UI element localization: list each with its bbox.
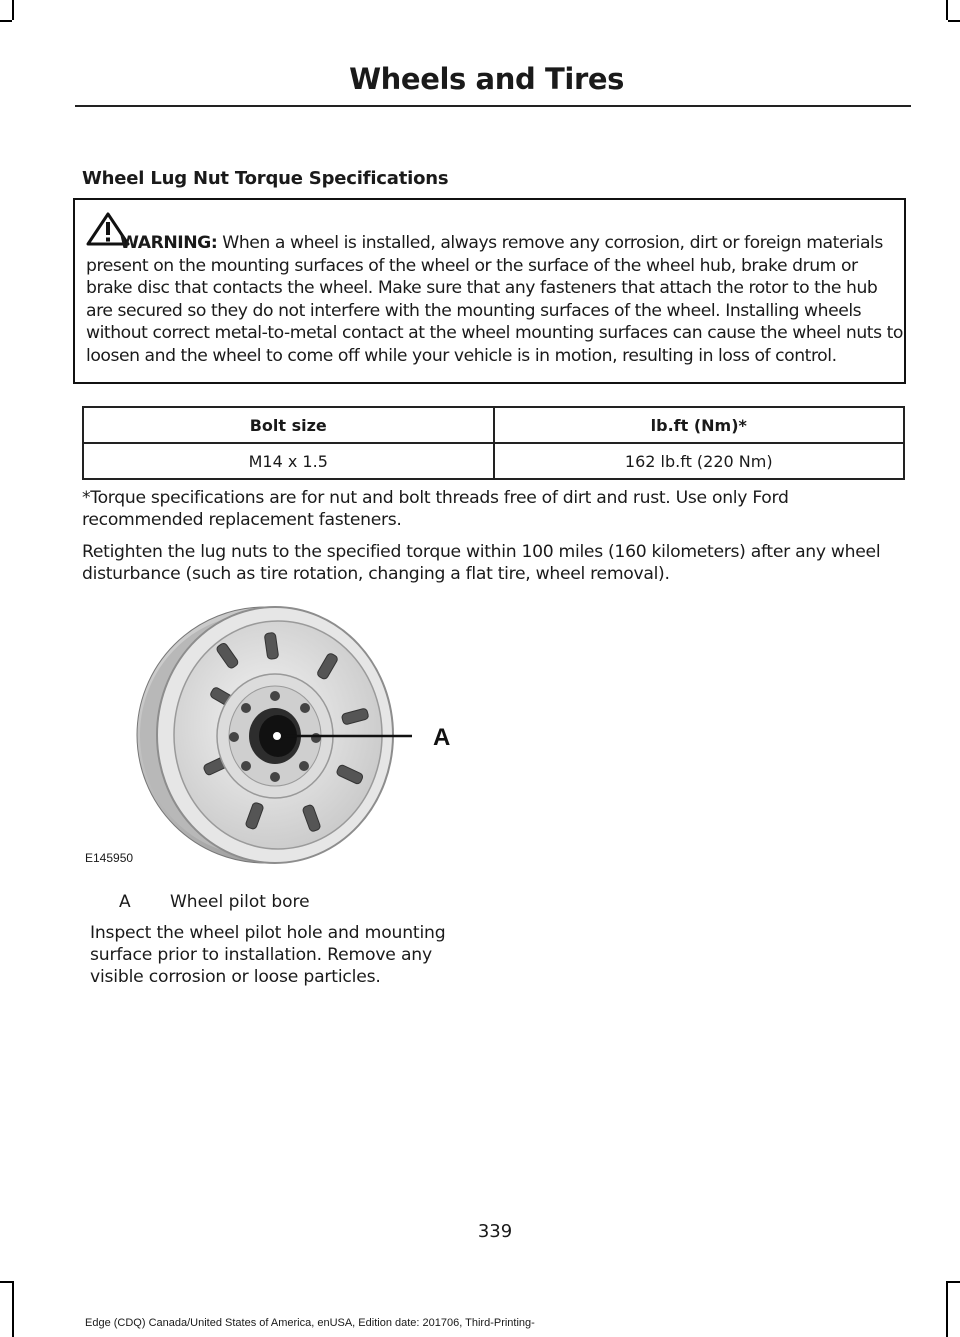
callout-marker-a: A — [433, 724, 451, 751]
warning-label: WARNING: — [120, 233, 218, 253]
table-header-bolt-size: Bolt size — [83, 407, 494, 443]
crop-mark — [0, 20, 12, 22]
table-cell-torque: 162 lb.ft (220 Nm) — [494, 443, 905, 479]
table-header-row — [83, 407, 904, 443]
warning-body: When a wheel is installed, always remove any corrosion, dirt or foreign materials present on the mounting surfaces of the wheel or the surface of the wheel hub, brake drum or brake disc that contacts the wheel. Make sure that any fasteners that attach the rotor to the hub are secured so they do not interfere with the mounting surfaces of the wheel. Installing wheels without correct metal-to-metal contact at the wheel mounting surfaces can cause the wheel nuts to loosen and the wheel to come off while your vehicle is in motion, resulting in loss of control. — [86, 233, 903, 366]
retighten-paragraph: Retighten the lug nuts to the specified torque within 100 miles (160 kilometers) after any wheel disturbance (such as tire rotation, changing a flat tire, wheel removal). — [82, 542, 881, 584]
crop-mark — [948, 20, 960, 22]
crop-mark — [12, 0, 14, 20]
page-header-title: Wheels and Tires — [349, 62, 624, 96]
warning-text — [86, 232, 904, 367]
page-number: 339 — [477, 1221, 513, 1242]
torque-spec-table — [82, 406, 905, 480]
footer-text: Edge (CDQ) Canada/United States of America, enUSA, Edition date: 201706, Third-Printing- — [85, 1317, 535, 1329]
callout-letter: A — [119, 892, 131, 912]
crop-mark — [948, 1281, 960, 1283]
crop-mark — [946, 0, 948, 20]
wheel-illustration — [100, 603, 470, 872]
warning-box — [73, 198, 906, 384]
inspect-paragraph: Inspect the wheel pilot hole and mounting surface prior to installation. Remove any visible corrosion or loose particles. — [90, 923, 446, 987]
torque-footnote: *Torque specifications are for nut and bolt threads free of dirt and rust. Use only Ford recommended replacement fasteners. — [82, 488, 789, 530]
table-header-torque: lb.ft (Nm)* — [494, 407, 905, 443]
crop-mark — [12, 1281, 14, 1337]
section-heading: Wheel Lug Nut Torque Specifications — [82, 168, 449, 189]
table-row — [83, 443, 904, 479]
table-cell-bolt-size: M14 x 1.5 — [83, 443, 494, 479]
callout-description: Wheel pilot bore — [170, 892, 310, 912]
figure-code: E145950 — [85, 851, 134, 865]
crop-mark — [946, 1281, 948, 1337]
header-divider — [75, 105, 911, 107]
crop-mark — [0, 1281, 12, 1283]
